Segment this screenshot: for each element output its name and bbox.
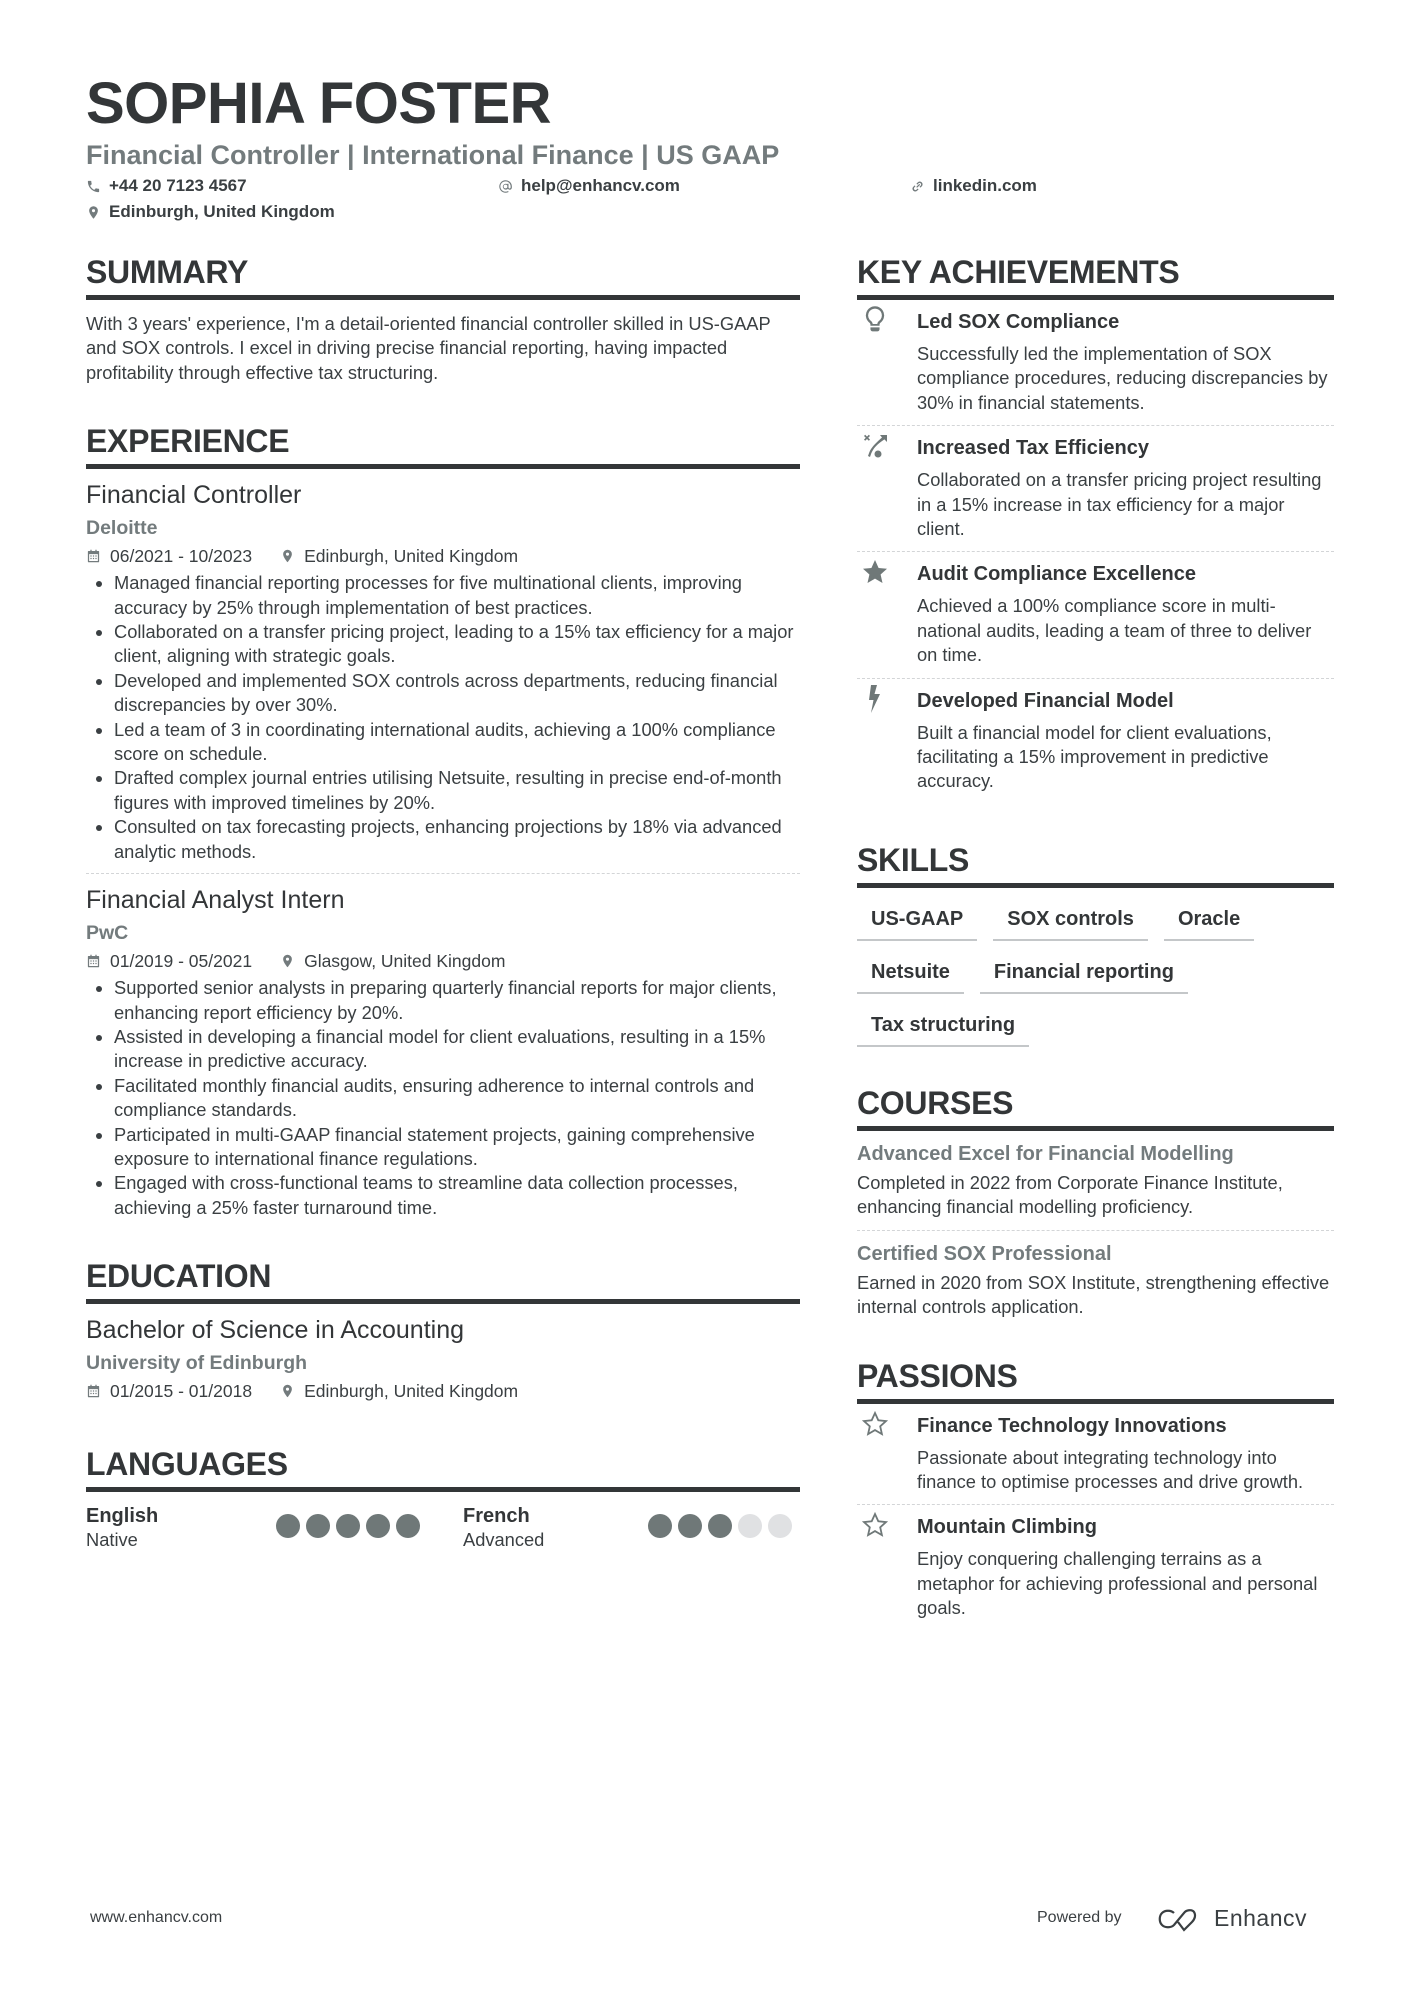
language-item xyxy=(463,1504,820,1552)
education-section xyxy=(86,1256,800,1404)
calendar-icon xyxy=(86,953,101,969)
job-bullets xyxy=(86,976,800,1220)
language-name: English xyxy=(86,1505,159,1528)
section-title-education: EDUCATION xyxy=(86,1256,800,1304)
languages-list xyxy=(86,1504,800,1560)
proficiency-dot-filled xyxy=(648,1514,672,1538)
location-pin-icon xyxy=(280,1383,295,1399)
job-entry xyxy=(86,479,800,874)
passions-section xyxy=(857,1356,1334,1631)
achievement-title: Led SOX Compliance xyxy=(917,311,1120,333)
course-item xyxy=(857,1141,1334,1220)
job-location: Glasgow, United Kingdom xyxy=(304,951,506,972)
education-dates: 01/2015 - 01/2018 xyxy=(110,1381,253,1402)
lightning-bolt-icon xyxy=(861,683,889,715)
contact-email xyxy=(498,174,680,198)
proficiency-dot-filled xyxy=(396,1514,420,1538)
achievement-description: Built a financial model for client evaluations, facilitating a 15% improvement in predictive accuracy. xyxy=(917,721,1272,792)
job-dates: 06/2021 - 10/2023 xyxy=(110,546,253,567)
section-title-languages: LANGUAGES xyxy=(86,1444,800,1492)
section-title-summary: SUMMARY xyxy=(86,252,800,300)
star-filled-icon xyxy=(861,556,889,588)
right-column xyxy=(857,252,1334,1631)
contact-info xyxy=(86,174,1336,230)
section-title-skills: SKILLS xyxy=(857,840,1334,888)
language-level: Native xyxy=(86,1529,138,1551)
candidate-headline: Financial Controller | International Finance | US GAAP xyxy=(86,140,780,170)
summary-section xyxy=(86,252,800,385)
star-outline-icon xyxy=(861,1509,889,1541)
footer-website-link[interactable]: www.enhancv.com xyxy=(90,1909,223,1926)
dashed-divider xyxy=(86,873,800,874)
achievement-item xyxy=(857,426,1334,551)
language-name: French xyxy=(463,1505,530,1528)
email-link[interactable]: help@enhancv.com xyxy=(521,176,680,195)
proficiency-dot-empty xyxy=(738,1514,762,1538)
achievement-title: Audit Compliance Excellence xyxy=(917,563,1196,586)
skill-tag: US-GAAP xyxy=(857,898,977,941)
proficiency-dot-filled xyxy=(678,1514,702,1538)
skill-tag: Netsuite xyxy=(857,951,964,994)
passion-description: Enjoy conquering challenging terrains as a metaphor for achieving professional and personal goals. xyxy=(917,1548,1318,1619)
languages-section xyxy=(86,1444,800,1560)
proficiency-dot-empty xyxy=(768,1514,792,1538)
bullet-item: Participated in multi-GAAP financial statement projects, gaining comprehensive exposure to international finance regulations. xyxy=(86,1123,800,1172)
proficiency-dot-filled xyxy=(366,1514,390,1538)
resume-header xyxy=(86,70,1336,230)
candidate-name: SOPHIA FOSTER xyxy=(86,71,552,136)
link-icon xyxy=(910,179,925,194)
experience-section xyxy=(86,421,800,1220)
achievement-description: Collaborated on a transfer pricing project resulting in a 15% increase in tax efficiency for a major client. xyxy=(917,469,1322,540)
passion-item xyxy=(857,1404,1334,1505)
passion-item xyxy=(857,1505,1334,1630)
proficiency-dot-filled xyxy=(306,1514,330,1538)
bullet-item: Drafted complex journal entries utilising Netsuite, resulting in precise end-of-month figures with improved timelines by 20%. xyxy=(86,766,800,815)
achievement-description: Achieved a 100% compliance score in multi-national audits, leading a team of three to deliver on time. xyxy=(917,595,1312,666)
bullet-item: Consulted on tax forecasting projects, enhancing projections by 18% via advanced analytic methods. xyxy=(86,815,800,864)
course-description: Completed in 2022 from Corporate Finance Institute, enhancing financial modelling proficiency. xyxy=(857,1171,1283,1218)
left-column xyxy=(86,252,800,1560)
proficiency-dot-filled xyxy=(708,1514,732,1538)
powered-by-label: Powered by xyxy=(1037,1909,1122,1926)
lightbulb-icon xyxy=(861,304,889,336)
skills-list xyxy=(857,898,1334,1057)
course-item xyxy=(857,1241,1334,1320)
course-title: Advanced Excel for Financial Modelling xyxy=(857,1142,1234,1165)
job-entry xyxy=(86,884,800,1220)
calendar-icon xyxy=(86,548,101,564)
star-outline-icon xyxy=(861,1408,889,1440)
bullet-item: Collaborated on a transfer pricing project, leading to a 15% tax efficiency for a major client, aligning with strategic goals. xyxy=(86,620,800,669)
proficiency-dot-filled xyxy=(336,1514,360,1538)
skill-tag: Tax structuring xyxy=(857,1004,1029,1047)
proficiency-dots xyxy=(276,1514,420,1538)
location-pin-icon xyxy=(86,205,101,220)
phone-icon xyxy=(86,179,101,194)
achievement-item xyxy=(857,552,1334,677)
education-meta xyxy=(86,1378,800,1404)
company-name: Deloitte xyxy=(86,517,158,540)
skill-tag: Oracle xyxy=(1164,898,1254,941)
contact-phone xyxy=(86,174,247,198)
company-name: PwC xyxy=(86,922,129,945)
dashed-divider xyxy=(857,1230,1334,1231)
course-title: Certified SOX Professional xyxy=(857,1242,1112,1265)
achievement-item xyxy=(857,300,1334,425)
bullet-item: Led a team of 3 in coordinating international audits, achieving a 100% compliance score on schedule. xyxy=(86,718,800,767)
bullet-item: Assisted in developing a financial model for client evaluations, resulting in a 15% increase in predictive accuracy. xyxy=(86,1025,800,1074)
section-title-achievements: KEY ACHIEVEMENTS xyxy=(857,252,1334,300)
at-icon xyxy=(498,179,513,194)
course-description: Earned in 2020 from SOX Institute, strengthening effective internal controls application. xyxy=(857,1271,1330,1318)
linkedin-link[interactable]: linkedin.com xyxy=(933,176,1037,195)
language-item xyxy=(86,1504,443,1552)
job-title: Financial Controller xyxy=(86,481,302,510)
section-title-courses: COURSES xyxy=(857,1083,1334,1131)
language-level: Advanced xyxy=(463,1529,545,1551)
passion-title: Mountain Climbing xyxy=(917,1516,1097,1539)
job-location: Edinburgh, United Kingdom xyxy=(304,546,519,567)
bullet-item: Supported senior analysts in preparing quarterly financial reports for major clients, enhancing report efficiency by 20%. xyxy=(86,976,800,1025)
bullet-item: Engaged with cross-functional teams to streamline data collection processes, achieving a 25% faster turnaround time. xyxy=(86,1171,800,1220)
summary-text: With 3 years' experience, I'm a detail-oriented financial controller skilled in US-GAAP and SOX controls. I excel in driving precise financial reporting, having impacted profitability through effective tax structuring. xyxy=(86,313,771,383)
proficiency-dots xyxy=(648,1514,792,1538)
location-text: Edinburgh, United Kingdom xyxy=(109,202,335,221)
contact-location xyxy=(86,200,335,224)
achievement-title: Increased Tax Efficiency xyxy=(917,437,1149,460)
job-dates: 01/2019 - 05/2021 xyxy=(110,951,253,972)
skills-section xyxy=(857,840,1334,1057)
calendar-icon xyxy=(86,1383,101,1399)
section-title-experience: EXPERIENCE xyxy=(86,421,800,469)
job-meta xyxy=(86,543,800,569)
bullet-item: Facilitated monthly financial audits, ensuring adherence to internal controls and compliance standards. xyxy=(86,1074,800,1123)
passion-title: Finance Technology Innovations xyxy=(917,1414,1227,1437)
page-footer xyxy=(90,1905,1320,1935)
job-bullets xyxy=(86,571,800,864)
education-location: Edinburgh, United Kingdom xyxy=(304,1381,519,1402)
passion-description: Passionate about integrating technology into finance to optimise processes and drive growth. xyxy=(917,1446,1304,1492)
bullet-item: Managed financial reporting processes for five multinational clients, improving accuracy by 25% through implementation of best practices. xyxy=(86,571,800,620)
job-meta xyxy=(86,948,800,974)
phone-number[interactable]: +44 20 7123 4567 xyxy=(109,176,247,195)
skill-tag: SOX controls xyxy=(993,898,1148,941)
contact-linkedin xyxy=(910,174,1037,198)
achievement-title: Developed Financial Model xyxy=(917,689,1174,712)
section-title-passions: PASSIONS xyxy=(857,1356,1334,1404)
courses-section xyxy=(857,1083,1334,1320)
bullet-item: Developed and implemented SOX controls across departments, reducing financial discrepancies by over 30%. xyxy=(86,669,800,718)
enhancv-brand[interactable]: Enhancv xyxy=(1214,1905,1308,1931)
proficiency-dot-filled xyxy=(276,1514,300,1538)
location-pin-icon xyxy=(280,548,295,564)
school-name: University of Edinburgh xyxy=(86,1352,308,1375)
strategy-path-icon xyxy=(861,430,889,462)
education-entry xyxy=(86,1314,800,1404)
achievement-description: Successfully led the implementation of SOX compliance procedures, reducing discrepancies by 30% in financial statements. xyxy=(917,343,1328,413)
achievement-item xyxy=(857,679,1334,804)
degree-title: Bachelor of Science in Accounting xyxy=(86,1316,465,1345)
enhancv-logo-icon xyxy=(1156,1905,1204,1933)
location-pin-icon xyxy=(280,953,295,969)
achievements-section xyxy=(857,252,1334,804)
skill-tag: Financial reporting xyxy=(980,951,1188,994)
job-title: Financial Analyst Intern xyxy=(86,886,345,915)
